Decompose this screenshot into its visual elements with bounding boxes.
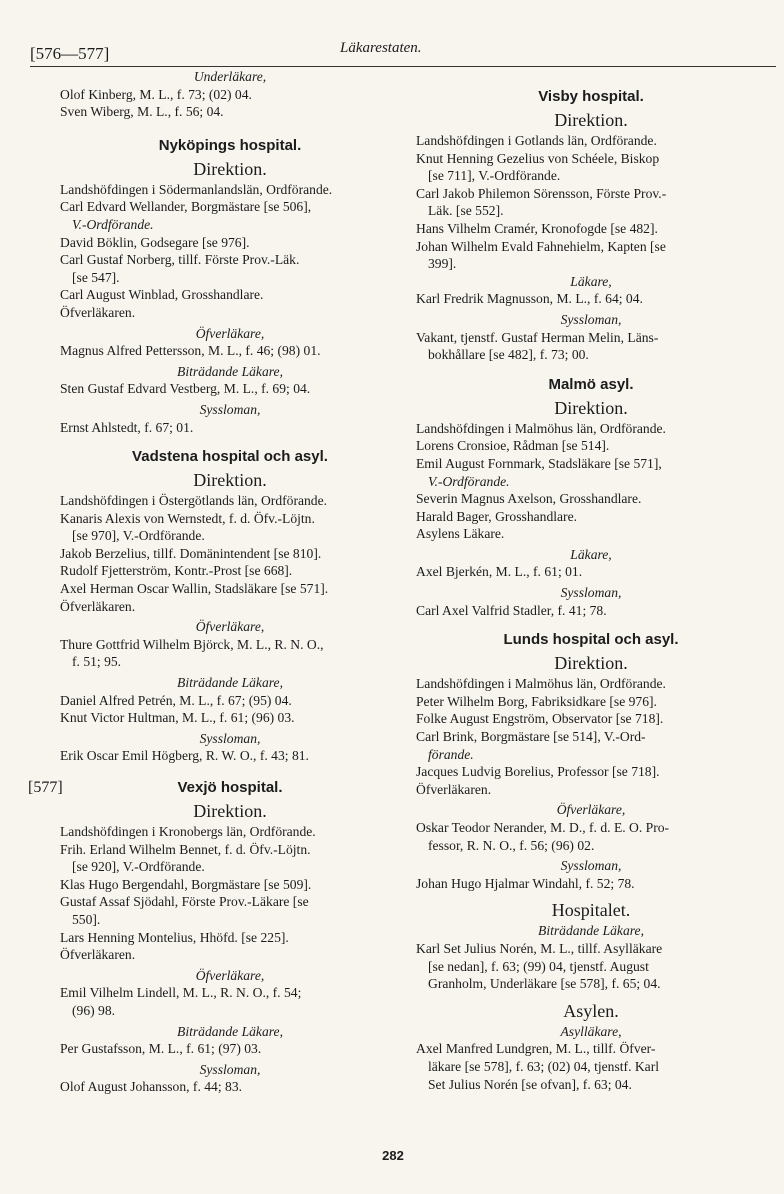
entry-line: Kanaris Alexis von Wernstedt, f. d. Öfv.-Löjtn. [60, 510, 315, 526]
entry-line: Granholm, Underläkare [se 578], f. 65; 04. [428, 976, 661, 992]
role-title: Biträdande Läkare, [538, 923, 644, 939]
entry-line: Axel Herman Oscar Wallin, Stadsläkare [se 571]. [60, 581, 329, 597]
entry-line: Axel Bjerkén, M. L., f. 61; 01. [416, 564, 583, 580]
hospital-heading-vadstena: Vadstena hospital och asyl. [132, 448, 328, 466]
entry-line: 550]. [72, 911, 101, 927]
entry-line: Emil August Fornmark, Stadsläkare [se 571], [416, 455, 662, 471]
page-header [0, 0, 784, 66]
role-title: Biträdande Läkare, [177, 1023, 283, 1039]
header-rule [30, 66, 776, 67]
entry-line: Jacques Ludvig Borelius, Professor [se 718]. [416, 764, 660, 780]
entry-line: Set Julius Norén [se ofvan], f. 63; 04. [428, 1076, 632, 1092]
entry-line: [se 547]. [72, 269, 120, 285]
role-title: Läkare, [570, 546, 612, 562]
entry-line: Öfverläkaren. [60, 598, 136, 614]
role-title: Biträdande Läkare, [177, 363, 283, 379]
asylen-heading: Asylen. [563, 1000, 619, 1021]
entry-line: förande. [428, 746, 474, 762]
entry-line: V.-Ordförande. [72, 216, 154, 232]
direktion-heading: Direktion. [554, 653, 628, 674]
entry-line: Harald Bager, Grosshandlare. [416, 508, 578, 524]
entry-line: Landshöfdingen i Södermanlandslän, Ordförande. [60, 181, 333, 197]
entry-line: (96) 98. [72, 1002, 116, 1018]
entry-line: Frih. Erland Wilhelm Bennet, f. d. Öfv.-Löjtn. [60, 841, 311, 857]
entry-line: Gustaf Assaf Sjödahl, Förste Prov.-Läkare [se [60, 894, 309, 910]
entry-line: Hans Vilhelm Cramér, Kronofogde [se 482]. [416, 220, 658, 236]
page-range: [576—577] [30, 44, 110, 63]
entry-line: [se 920], V.-Ordförande. [72, 859, 205, 875]
entry-line: Daniel Alfred Petrén, M. L., f. 67; (95) 04. [60, 692, 292, 708]
hospital-heading-lund: Lunds hospital och asyl. [503, 631, 679, 649]
entry-line: Carl August Winblad, Grosshandlare. [60, 287, 264, 303]
entry-line: Carl Axel Valfrid Stadler, f. 41; 78. [416, 602, 607, 618]
entry-line: bokhållare [se 482], f. 73; 00. [428, 347, 589, 363]
entry-line: fessor, R. N. O., f. 56; (96) 02. [428, 837, 595, 853]
entry-line: Carl Edvard Wellander, Borgmästare [se 506], [60, 199, 312, 215]
hospital-heading-nykoping: Nyköpings hospital. [158, 136, 302, 154]
entry-line: Landshöfdingen i Östergötlands län, Ordförande. [60, 493, 328, 509]
entry-line: Vakant, tjenstf. Gustaf Herman Melin, Läns- [416, 329, 659, 345]
entry-line: f. 51; 95. [72, 654, 122, 670]
entry-line: Peter Wilhelm Borg, Fabriksidkare [se 976]. [416, 693, 657, 709]
entry-line: Öfverläkaren. [60, 947, 136, 963]
entry-line: Jakob Berzelius, tillf. Domänintendent [se 810]. [60, 545, 322, 561]
hospital-row-vexjo [28, 777, 400, 799]
entry-line: Landshöfdingen i Gotlands län, Ordförande. [416, 133, 657, 148]
entry-line: Johan Wilhelm Evald Fahnehielm, Kapten [se [416, 238, 666, 254]
running-title: Läkarestaten. [340, 40, 422, 56]
role-title: Syssloman, [199, 730, 261, 746]
role-title: Öfverläkare, [195, 967, 265, 983]
entry-line: Axel Manfred Lundgren, M. L., tillf. Öfver- [416, 1041, 656, 1057]
entry-line: Oskar Teodor Nerander, M. D., f. d. E. O. Pro- [416, 820, 670, 835]
hospital-heading-malmo: Malmö asyl. [548, 375, 634, 393]
entry-line: Rudolf Fjetterström, Kontr.-Prost [se 668]. [60, 563, 293, 579]
entry-line: David Böklin, Godsegare [se 976]. [60, 234, 250, 250]
entry-line: 399]. [428, 256, 457, 272]
page-marker: [577] [28, 779, 63, 796]
entry-line: Lorens Cronsioe, Rådman [se 514]. [416, 438, 610, 454]
role-title: Syssloman, [199, 401, 261, 417]
page-number: 282 [382, 1148, 404, 1163]
role-title: Syssloman, [560, 311, 622, 327]
role-title: Öfverläkare, [556, 802, 626, 818]
entry-line: Emil Vilhelm Lindell, M. L., R. N. O., f. 54; [60, 985, 302, 1001]
entry-line: Sven Wiberg, M. L., f. 56; 04. [60, 104, 224, 120]
entry-line: Ernst Ahlstedt, f. 67; 01. [60, 419, 194, 435]
entry-line: Olof August Johansson, f. 44; 83. [60, 1079, 243, 1095]
entry-line: Karl Fredrik Magnusson, M. L., f. 64; 04. [416, 291, 643, 307]
entry-line: [se 711], V.-Ordförande. [428, 168, 561, 184]
entry-line: Olof Kinberg, M. L., f. 73; (02) 04. [60, 86, 252, 102]
entry-line: läkare [se 578], f. 63; (02) 04, tjenstf. Karl [428, 1058, 660, 1074]
entry-line: Johan Hugo Hjalmar Windahl, f. 52; 78. [416, 875, 635, 891]
entry-line: Severin Magnus Axelson, Grosshandlare. [416, 491, 642, 507]
hospital-heading-vexjo: Vexjö hospital. [177, 779, 283, 796]
role-title: Öfverläkare, [195, 325, 265, 341]
role-title: Syssloman, [560, 585, 622, 601]
right-column [416, 68, 766, 1093]
entry-line: Carl Brink, Borgmästare [se 514], V.-Ord- [416, 729, 646, 745]
entry-line: V.-Ordförande. [428, 473, 510, 489]
role-title: Syssloman, [199, 1061, 261, 1077]
direktion-heading: Direktion. [193, 801, 267, 821]
entry-line: Magnus Alfred Pettersson, M. L., f. 46; (98) 01. [60, 343, 321, 359]
left-column [28, 68, 400, 1096]
entry-line: Läk. [se 552]. [428, 203, 504, 219]
role-title: Biträdande Läkare, [177, 675, 283, 691]
entry-line: Sten Gustaf Edvard Vestberg, M. L., f. 69; 04. [60, 381, 311, 397]
entry-line: Öfverläkaren. [60, 304, 136, 320]
entry-line: Knut Henning Gezelius von Schéele, Biskop [416, 150, 660, 166]
role-title: Underläkare, [193, 69, 267, 84]
direktion-heading: Direktion. [554, 110, 628, 130]
entry-line: Carl Jakob Philemon Sörensson, Förste Prov.- [416, 185, 667, 201]
direktion-heading: Direktion. [193, 158, 267, 179]
entry-line: Karl Set Julius Norén, M. L., tillf. Asylläkare [416, 940, 663, 956]
direktion-heading: Direktion. [554, 397, 628, 418]
entry-line: Knut Victor Hultman, M. L., f. 61; (96) 03. [60, 710, 295, 726]
entry-line: Landshöfdingen i Malmöhus län, Ordförande. [416, 420, 666, 436]
role-title: Öfverläkare, [195, 619, 265, 635]
entry-line: [se nedan], f. 63; (99) 04, tjenstf. August [428, 958, 649, 974]
entry-line: [se 970], V.-Ordförande. [72, 528, 205, 544]
entry-line: Lars Henning Montelius, Hhöfd. [se 225]. [60, 929, 289, 945]
entry-line: Asylens Läkare. [416, 526, 505, 542]
direktion-heading: Direktion. [193, 470, 267, 491]
role-title: Syssloman, [560, 858, 622, 874]
hospitalet-heading: Hospitalet. [551, 900, 631, 921]
entry-line: Thure Gottfrid Wilhelm Björck, M. L., R. N. O., [60, 636, 324, 652]
entry-line: Erik Oscar Emil Högberg, R. W. O., f. 43; 81. [60, 748, 309, 764]
hospital-heading-visby: Visby hospital. [538, 88, 644, 105]
entry-line: Carl Gustaf Norberg, tillf. Förste Prov.-Läk. [60, 252, 300, 268]
entry-line: Öfverläkaren. [416, 781, 492, 797]
entry-line: Folke August Engström, Observator [se 718]. [416, 711, 664, 727]
role-title: Asylläkare, [560, 1023, 622, 1039]
role-title: Läkare, [570, 273, 612, 289]
entry-line: Landshöfdingen i Malmöhus län, Ordförande. [416, 676, 666, 692]
entry-line: Klas Hugo Bergendahl, Borgmästare [se 509]. [60, 876, 312, 892]
entry-line: Per Gustafsson, M. L., f. 61; (97) 03. [60, 1041, 262, 1057]
entry-line: Landshöfdingen i Kronobergs län, Ordförande. [60, 824, 316, 839]
